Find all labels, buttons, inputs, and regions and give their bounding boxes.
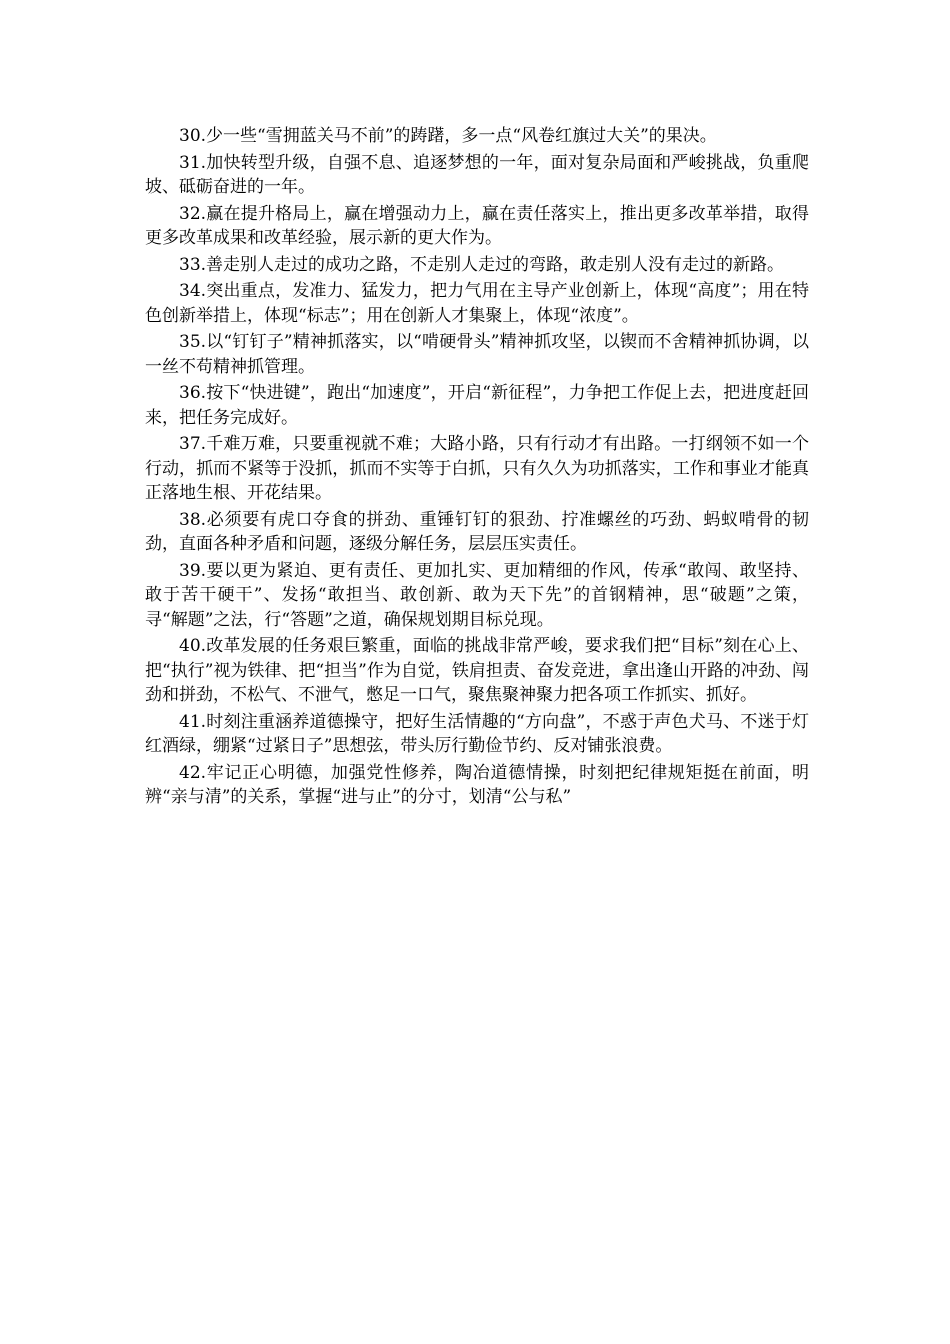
paragraph-39: 39.要以更为紧迫、更有责任、更加扎实、更加精细的作风，传承“敢闯、敢坚持、敢于苦干硬干”、发扬“敢担当、敢创新、敢为天下先”的首钢精神，思“破题”之策，寻“解题”之法，行“答题”之道，确保规划期目标兑现。 [145,560,809,630]
paragraph-37: 37.千难万难，只要重视就不难；大路小路，只有行动才有出路。一打纲领不如一个行动，抓而不紧等于没抓，抓而不实等于白抓，只有久久为功抓落实，工作和事业才能真正落地生根、开花结果。 [145,434,809,503]
paragraph-34: 34.突出重点，发准力、猛发力，把力气用在主导产业创新上，体现“高度”；用在特色创新举措上，体现“标志”；用在创新人才集聚上，体现“浓度”。 [145,281,809,326]
paragraph-35: 35.以“钉钉子”精神抓落实，以“啃硬骨头”精神抓攻坚，以锲而不舍精神抓协调，以一丝不苟精神抓管理。 [145,332,809,377]
paragraph-42: 42.牢记正心明德，加强党性修养，陶冶道德情操，时刻把纪律规矩挺在前面，明辨“亲与清”的关系，掌握“进与止”的分寸，划清“公与私” [145,762,809,807]
paragraph-38: 38.必须要有虎口夺食的拼劲、重锤钉钉的狠劲、拧准螺丝的巧劲、蚂蚁啃骨的韧劲，直面各种矛盾和问题，逐级分解任务，层层压实责任。 [145,509,809,554]
paragraph-31: 31.加快转型升级，自强不息、追逐梦想的一年，面对复杂局面和严峻挑战，负重爬坡、砥砺奋进的一年。 [145,152,809,197]
paragraph-33: 33.善走别人走过的成功之路，不走别人走过的弯路，敢走别人没有走过的新路。 [179,254,785,275]
paragraph-41: 41.时刻注重涵养道德操守，把好生活情趣的“方向盘”，不惑于声色犬马、不迷于灯红酒绿，绷紧“过紧日子”思想弦，带头厉行勤俭节约、反对铺张浪费。 [145,711,809,756]
paragraph-30: 30.少一些“雪拥蓝关马不前”的踌躇，多一点“风卷红旗过大关”的果决。 [179,126,717,146]
paragraph-36: 36.按下“快进键”，跑出“加速度”，开启“新征程”，力争把工作促上去，把进度赶回来，把任务完成好。 [145,383,809,428]
paragraph-32: 32.赢在提升格局上，赢在增强动力上，赢在责任落实上，推出更多改革举措，取得更多改革成果和改革经验，展示新的更大作为。 [145,203,809,248]
paragraph-40: 40.改革发展的任务艰巨繁重，面临的挑战非常严峻，要求我们把“目标”刻在心上、把“执行”视为铁律、把“担当”作为自觉，铁肩担责、奋发竞进，拿出逢山开路的冲劲、闯劲和拼劲，不松气、不泄气，憋足一口气，聚焦聚神聚力把各项工作抓实、抓好。 [145,636,809,705]
document-body [145,124,809,812]
